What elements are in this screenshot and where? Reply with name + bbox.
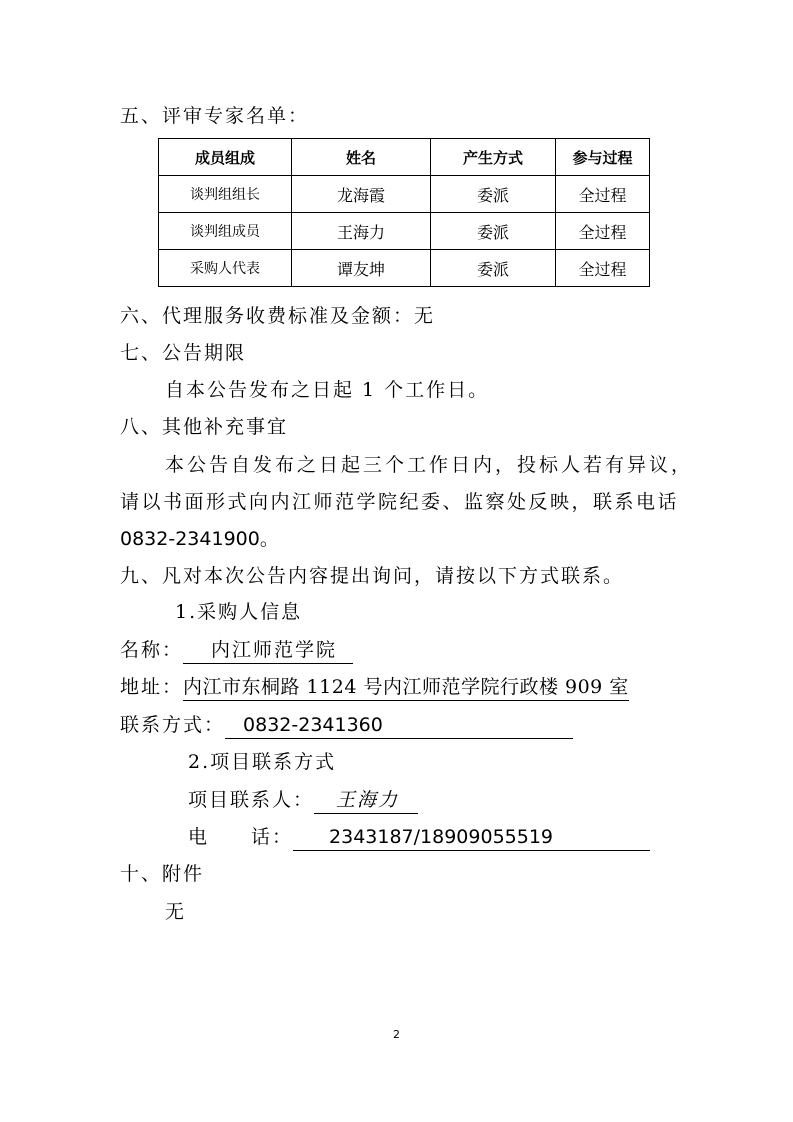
purchaser-address-label: 地址： <box>120 676 184 698</box>
page-number: 2 <box>393 1028 400 1041</box>
experts-table <box>158 138 650 287</box>
project-phone-row <box>188 825 650 851</box>
table-cell: 委派 <box>431 213 556 250</box>
section7-heading: 七、公告期限 <box>120 342 247 364</box>
table-row <box>159 213 650 250</box>
table-header-cell: 产生方式 <box>431 139 556 176</box>
project-phone-value: 2343187/18909055519 <box>293 825 650 851</box>
table-cell: 委派 <box>431 176 556 213</box>
purchaser-name-value: 内江师范学院 <box>183 638 353 664</box>
purchaser-contact-row <box>120 713 573 739</box>
section7-body: 自本公告发布之日起 1 个工作日。 <box>165 379 490 401</box>
section8-line3: 0832-2341900。 <box>120 528 279 550</box>
table-cell: 采购人代表 <box>159 250 292 287</box>
section5-heading: 五、评审专家名单： <box>120 105 310 127</box>
section9-heading: 九、凡对本次公告内容提出询问，请按以下方式联系。 <box>120 565 625 587</box>
table-cell: 谈判组组长 <box>159 176 292 213</box>
purchaser-contact-value: 0832-2341360 <box>225 713 573 739</box>
section10-body: 无 <box>165 901 187 923</box>
section6-heading: 六、代理服务收费标准及金额：无 <box>120 305 436 327</box>
table-row <box>159 250 650 287</box>
table-header-row <box>159 139 650 176</box>
purchaser-info-title: 1.采购人信息 <box>175 601 303 623</box>
purchaser-address-value: 内江市东桐路 1124 号内江师范学院行政楼 909 室 <box>183 675 629 701</box>
section10-heading: 十、附件 <box>120 863 205 885</box>
project-contact-row <box>188 788 418 814</box>
purchaser-contact-label: 联系方式： <box>120 714 226 736</box>
project-contact-title: 2.项目联系方式 <box>188 751 337 773</box>
table-cell: 全过程 <box>556 176 650 213</box>
table-cell: 王海力 <box>292 213 431 250</box>
table-row <box>159 176 650 213</box>
table-cell: 全过程 <box>556 250 650 287</box>
table-cell: 龙海霞 <box>292 176 431 213</box>
table-cell: 委派 <box>431 250 556 287</box>
purchaser-name-row <box>120 638 353 664</box>
table-header-cell: 参与过程 <box>556 139 650 176</box>
table-cell: 谈判组成员 <box>159 213 292 250</box>
purchaser-address-row <box>120 675 629 701</box>
section8-heading: 八、其他补充事宜 <box>120 416 289 438</box>
section8-line2: 请以书面形式向内江师范学院纪委、监察处反映，联系电话 <box>120 491 680 513</box>
project-contact-value: 王海力 <box>314 788 418 814</box>
project-phone-label: 电 话： <box>188 826 294 848</box>
purchaser-name-label: 名称： <box>120 639 184 661</box>
section8-line1: 本公告自发布之日起三个工作日内，投标人若有异议， <box>165 454 694 476</box>
table-cell: 全过程 <box>556 213 650 250</box>
table-header-cell: 成员组成 <box>159 139 292 176</box>
table-header-cell: 姓名 <box>292 139 431 176</box>
project-contact-label: 项目联系人： <box>188 789 315 811</box>
table-cell: 谭友坤 <box>292 250 431 287</box>
